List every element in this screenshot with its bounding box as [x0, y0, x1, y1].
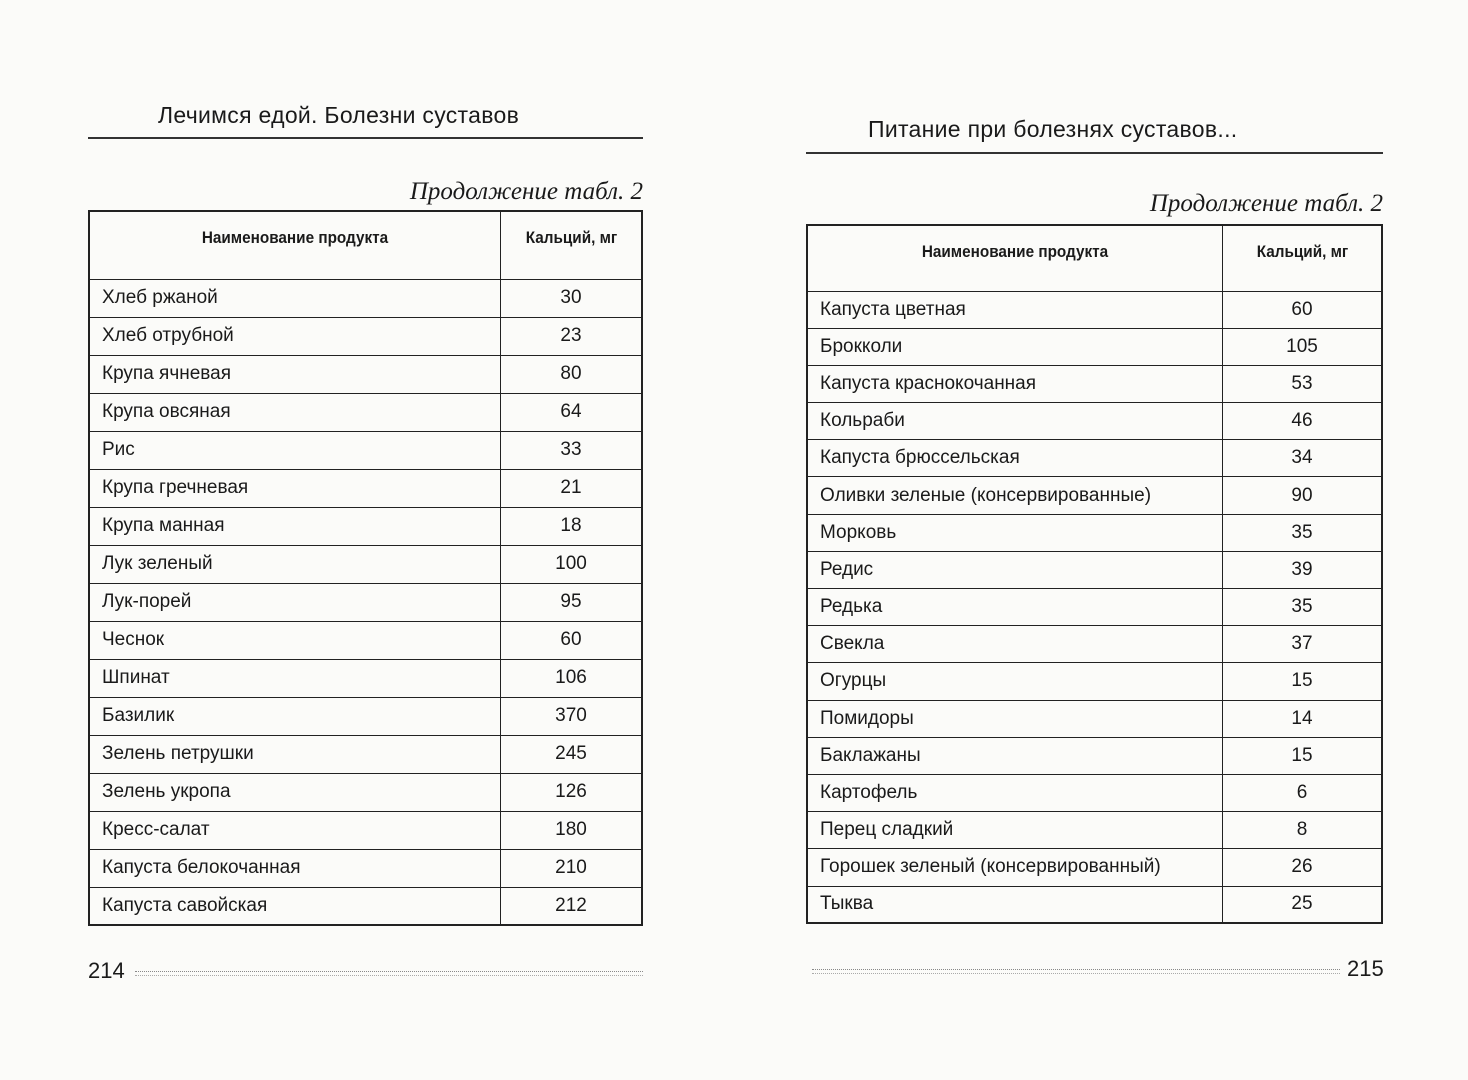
calcium-value: 95 — [501, 583, 643, 621]
table-caption: Продолжение табл. 2 — [1149, 190, 1383, 217]
table-row — [89, 697, 642, 735]
table-row — [807, 886, 1382, 923]
table-row — [89, 507, 642, 545]
table-row — [807, 514, 1382, 551]
calcium-value: 53 — [1223, 365, 1383, 402]
product-name: Капуста цветная — [807, 291, 1223, 328]
product-name: Крупа гречневая — [89, 469, 501, 507]
product-name: Лук-порей — [89, 583, 501, 621]
table-row — [807, 291, 1382, 328]
page-number: 214 — [88, 958, 125, 983]
table-row — [89, 355, 642, 393]
calcium-value: 6 — [1223, 774, 1383, 811]
calcium-value: 212 — [501, 887, 643, 925]
product-name: Тыква — [807, 886, 1223, 923]
calcium-value: 39 — [1223, 551, 1383, 588]
table-row — [807, 551, 1382, 588]
table-row — [807, 663, 1382, 700]
calcium-value: 245 — [501, 735, 643, 773]
calcium-value: 80 — [501, 355, 643, 393]
table-row — [807, 626, 1382, 663]
table-row — [89, 773, 642, 811]
footer-rule — [135, 971, 643, 976]
table-row — [807, 365, 1382, 402]
calcium-value: 90 — [1223, 477, 1383, 514]
product-name: Свекла — [807, 626, 1223, 663]
table-row — [89, 849, 642, 887]
table-row — [89, 317, 642, 355]
header-rule — [88, 137, 643, 139]
calcium-value: 23 — [501, 317, 643, 355]
calcium-table — [88, 210, 643, 926]
product-name: Капуста брюссельская — [807, 440, 1223, 477]
product-name: Капуста белокочанная — [89, 849, 501, 887]
column-header-product: Наименование продукта — [110, 211, 480, 279]
calcium-value: 60 — [501, 621, 643, 659]
calcium-value: 60 — [1223, 291, 1383, 328]
product-name: Крупа ячневая — [89, 355, 501, 393]
product-name: Оливки зеленые (консервированные) — [807, 477, 1223, 514]
footer-rule — [812, 969, 1340, 974]
product-name: Огурцы — [807, 663, 1223, 700]
product-name: Чеснок — [89, 621, 501, 659]
running-head: Лечимся едой. Болезни суставов — [158, 102, 520, 128]
calcium-value: 15 — [1223, 663, 1383, 700]
product-name: Кресс-салат — [89, 811, 501, 849]
page-number: 215 — [1347, 956, 1384, 981]
table-row — [89, 621, 642, 659]
product-name: Кольраби — [807, 403, 1223, 440]
table-row — [89, 469, 642, 507]
table-row — [807, 403, 1382, 440]
calcium-value: 64 — [501, 393, 643, 431]
calcium-value: 8 — [1223, 812, 1383, 849]
table-row — [89, 431, 642, 469]
table-row — [807, 477, 1382, 514]
calcium-value: 37 — [1223, 626, 1383, 663]
product-name: Лук зеленый — [89, 545, 501, 583]
product-name: Помидоры — [807, 700, 1223, 737]
table-row — [89, 279, 642, 317]
table-row — [807, 812, 1382, 849]
calcium-value: 14 — [1223, 700, 1383, 737]
product-name: Капуста краснокочанная — [807, 365, 1223, 402]
product-name: Горошек зеленый (консервированный) — [807, 849, 1223, 886]
product-name: Баклажаны — [807, 737, 1223, 774]
product-name: Шпинат — [89, 659, 501, 697]
product-name: Зелень укропа — [89, 773, 501, 811]
product-name: Брокколи — [807, 328, 1223, 365]
calcium-value: 34 — [1223, 440, 1383, 477]
calcium-value: 46 — [1223, 403, 1383, 440]
calcium-value: 35 — [1223, 514, 1383, 551]
table-caption: Продолжение табл. 2 — [409, 178, 643, 205]
calcium-table — [806, 224, 1383, 924]
product-name: Капуста савойская — [89, 887, 501, 925]
calcium-value: 210 — [501, 849, 643, 887]
header-rule — [806, 152, 1383, 154]
table-row — [89, 583, 642, 621]
calcium-value: 105 — [1223, 328, 1383, 365]
product-name: Рис — [89, 431, 501, 469]
calcium-value: 21 — [501, 469, 643, 507]
table-row — [807, 589, 1382, 626]
calcium-value: 33 — [501, 431, 643, 469]
calcium-value: 106 — [501, 659, 643, 697]
table-row — [89, 735, 642, 773]
table-row — [807, 328, 1382, 365]
table-row — [807, 774, 1382, 811]
product-name: Морковь — [807, 514, 1223, 551]
product-name: Базилик — [89, 697, 501, 735]
table-row — [807, 440, 1382, 477]
table-row — [89, 659, 642, 697]
table-row — [89, 811, 642, 849]
table-row — [89, 545, 642, 583]
product-name: Крупа овсяная — [89, 393, 501, 431]
product-name: Картофель — [807, 774, 1223, 811]
table-row — [807, 849, 1382, 886]
table-header-row — [807, 225, 1382, 291]
product-name: Редька — [807, 589, 1223, 626]
column-header-calcium: Кальций, мг — [1230, 225, 1374, 291]
calcium-value: 35 — [1223, 589, 1383, 626]
table-row — [89, 887, 642, 925]
calcium-value: 18 — [501, 507, 643, 545]
calcium-value: 30 — [501, 279, 643, 317]
product-name: Перец сладкий — [807, 812, 1223, 849]
table-row — [807, 737, 1382, 774]
product-name: Хлеб ржаной — [89, 279, 501, 317]
table-row — [89, 393, 642, 431]
calcium-value: 100 — [501, 545, 643, 583]
column-header-product: Наименование продукта — [828, 225, 1202, 291]
column-header-calcium: Кальций, мг — [508, 211, 635, 279]
calcium-value: 180 — [501, 811, 643, 849]
table-row — [807, 700, 1382, 737]
calcium-value: 126 — [501, 773, 643, 811]
product-name: Хлеб отрубной — [89, 317, 501, 355]
running-head: Питание при болезнях суставов... — [868, 116, 1238, 142]
calcium-value: 25 — [1223, 886, 1383, 923]
product-name: Редис — [807, 551, 1223, 588]
product-name: Крупа манная — [89, 507, 501, 545]
calcium-value: 15 — [1223, 737, 1383, 774]
table-header-row — [89, 211, 642, 279]
calcium-value: 370 — [501, 697, 643, 735]
calcium-value: 26 — [1223, 849, 1383, 886]
product-name: Зелень петрушки — [89, 735, 501, 773]
